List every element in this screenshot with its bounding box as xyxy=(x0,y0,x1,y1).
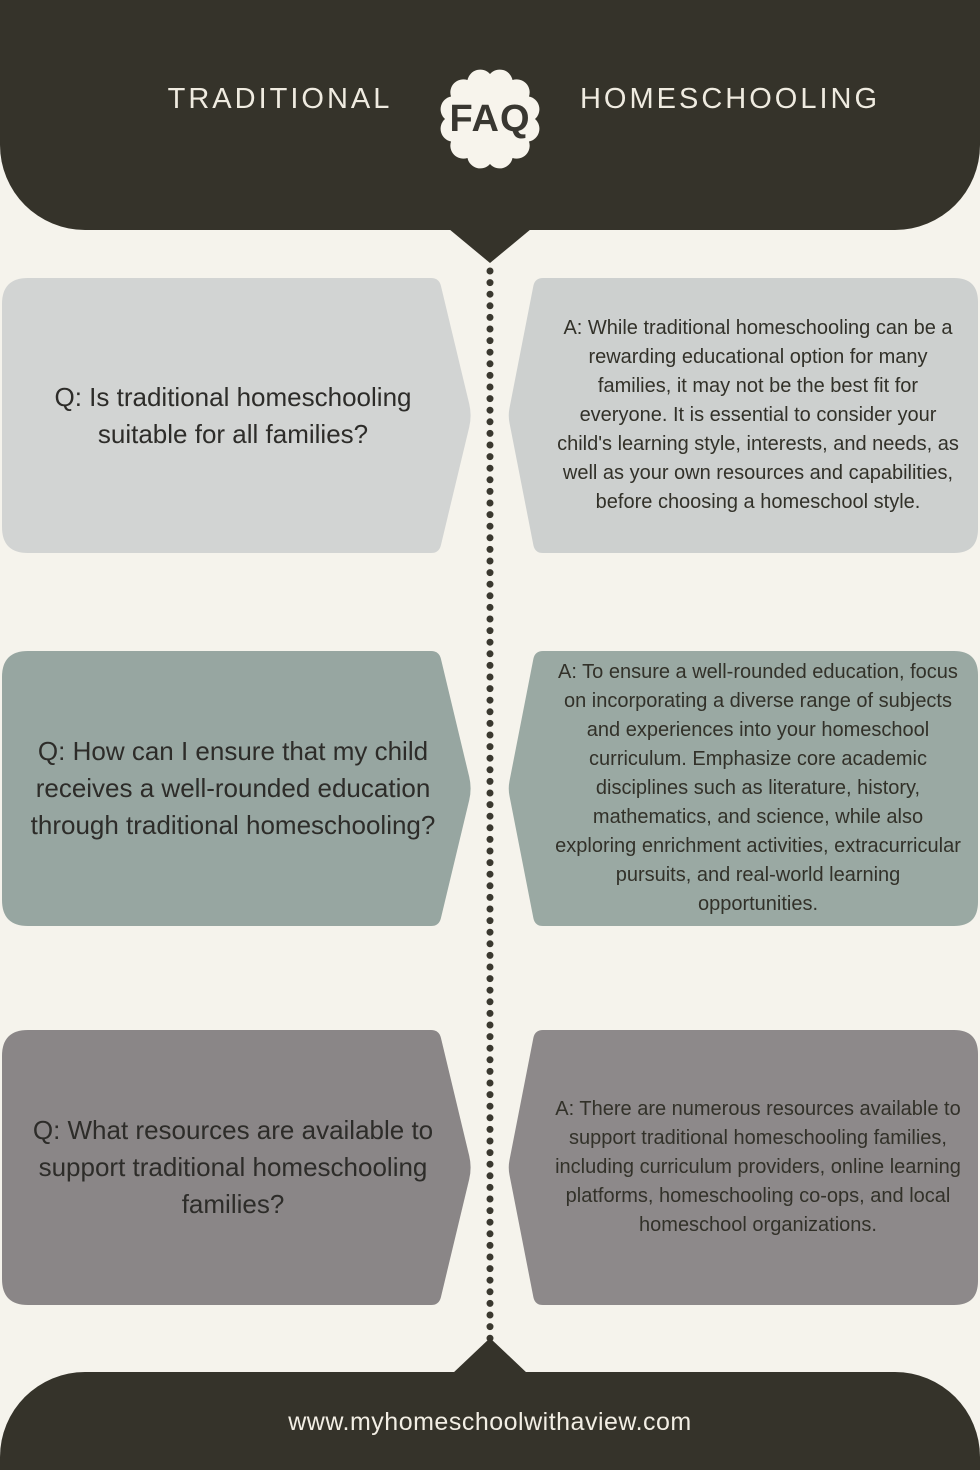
dotted-divider xyxy=(486,266,494,1346)
header-title-right: HOMESCHOOLING xyxy=(579,83,881,115)
dotted-divider-line xyxy=(486,266,494,1346)
answer-box-3 xyxy=(508,1030,978,1305)
header-pointer xyxy=(449,229,531,263)
question-box-3 xyxy=(2,1030,472,1305)
answer-text: A: To ensure a well-rounded education, focus on incorporating a diverse range of subjects and experiences into your homeschool curriculum. Emphasize core academic disciplines such as literature, history, mathematics, and science, while also exploring enrichment activities, extracurricular pursuits, and real-world learning opportunities. xyxy=(555,661,961,915)
faq-badge xyxy=(437,66,543,172)
header-title-left: TRADITIONAL xyxy=(167,83,393,115)
question-text: Q: How can I ensure that my child receives a well-rounded education through traditional homeschooling? xyxy=(30,736,436,840)
question-text: Q: Is traditional homeschooling suitable for all families? xyxy=(54,381,412,449)
footer-pointer xyxy=(452,1338,528,1374)
answer-box-1 xyxy=(508,278,978,553)
faq-badge-label: FAQ xyxy=(449,97,531,140)
website-url: www.myhomeschoolwithaview.com xyxy=(288,1408,692,1436)
answer-box-2 xyxy=(508,651,978,926)
answer-text: A: There are numerous resources available to support traditional homeschooling families, including curriculum providers, online learning platforms, homeschooling co-ops, and local homeschool organizations. xyxy=(555,1098,961,1236)
question-box-2 xyxy=(2,651,472,926)
answer-text: A: While traditional homeschooling can be a rewarding educational option for many families, it may not be the best fit for everyone. It is essential to consider your child's learning style, interests, and needs, as well as your own resources and capabilities, before choosing a homeschool style. xyxy=(557,317,959,513)
question-box-1 xyxy=(2,278,472,553)
question-text: Q: What resources are available to support traditional homeschooling families? xyxy=(32,1115,434,1219)
